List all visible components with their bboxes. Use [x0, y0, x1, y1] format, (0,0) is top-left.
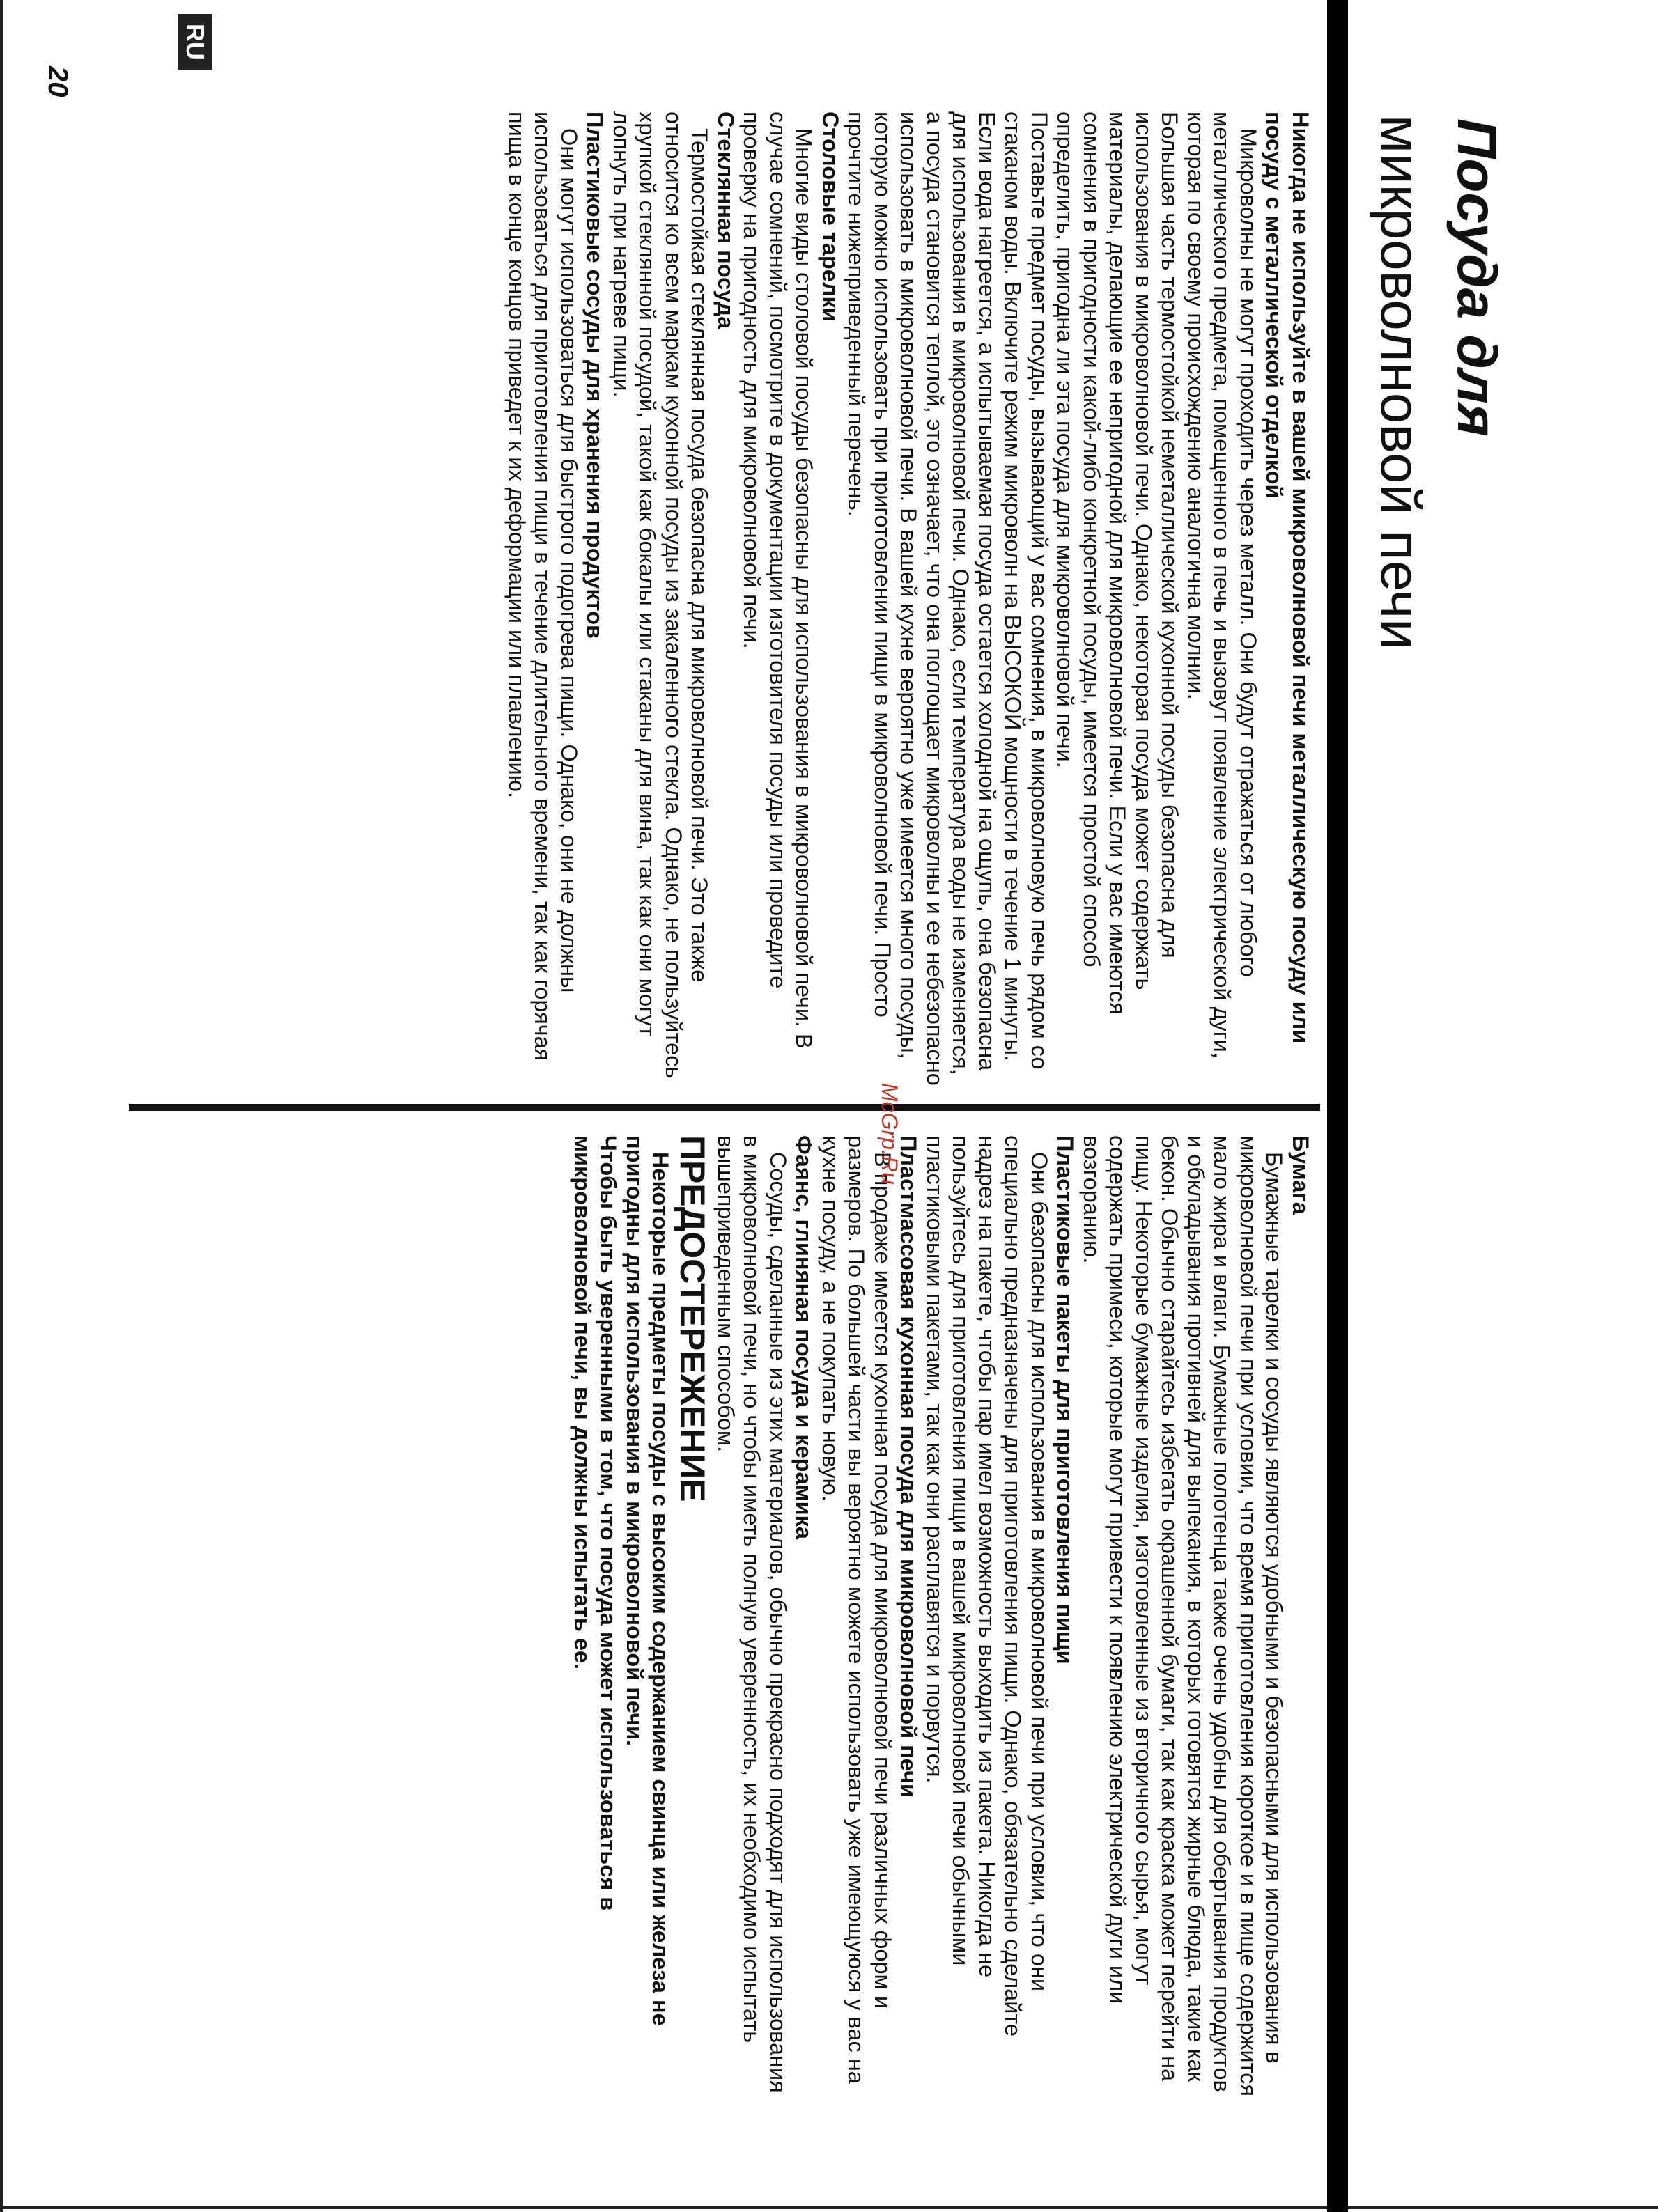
left-column: [504, 111, 1314, 1086]
plastic-cookware-heading: Пластмассовая кухонная посуда для микроволновой печи: [896, 1135, 922, 1798]
tableware-text: Многие виды столовой посуды безопасны для использования в микроволновой печи. В случае сомнений, посмотрите в документации изготовителя посуды или проведите проверку на пригодность для микроволновой печи.: [739, 111, 817, 1049]
ceramic-text: Сосуды, сделанные из этих материалов, обычно прекрасно подходят для использования в микроволновой печи, но чтобы иметь полную уверенность, их необходимо испытать вышеприведенным способом.: [713, 1135, 791, 2093]
page-number: 20: [42, 66, 73, 98]
right-column: [569, 1135, 1314, 2096]
metal-text: Микроволны не могут проходить через металл. Они будут отражаться от любого металлического предмета, помещенного в печь и вызовут появление электрической дуги, которая по своему происхождению аналогична молнии.: [1184, 111, 1261, 1059]
glass-heading: Стеклянная посуда: [713, 111, 738, 329]
paper-heading: Бумага: [1288, 1135, 1313, 1215]
cooking-bags-text: Они безопасны для использования в микроволновой печи при условии, что они специально предназначены для приготовления пищи. Однако, обязательно сделайте надрез на пакете, чтобы пар имел возможность выходить из пакета. Никогда не пользуйтесь для приготовления пищи в вашей микроволновой печи обычными пластиковыми пакетами, так как они расплавятся и порвутся.: [922, 1135, 1052, 2036]
paper-text: Бумажные тарелки и сосуды являются удобными и безопасными для использования в микроволновой печи при условии, что время приготовления короткое и в пище содержится мало жира и влаги. Бумажные полотенца также очень удобны для обертывания продуктов и обкладывания противней для выпекания, в которых готовятся жирные блюда, такие как бекон. Обычно старайтесь избегать окрашенной бумаги, так как краска может перейти на пищу. Некоторые бумажные изделия, изготовленные из вторичного сырья, могут содержать примеси, которые могут привести к появлению электрической дуги или возгоранию.: [1079, 1135, 1287, 2096]
plastic-storage-heading: Пластиковые сосуды для хранения продуктов: [582, 111, 608, 639]
watermark: McGrp.Ru: [877, 1083, 902, 1185]
warning-text-1: Некоторые предметы посуды с высоким содержанием свинца или железа не пригодны для использования в микроволновой печи.: [622, 1135, 674, 2026]
ceramic-heading: Фаянс, глиняная посуда и керамика: [791, 1135, 817, 1539]
language-badge: RU: [178, 14, 212, 70]
warning-heading: ПРЕДОСТЕРЕЖЕНИЕ: [673, 1135, 713, 1502]
warning-text-2: Чтобы быть уверенными в том, что посуда может использоваться в микроволновой печи, вы должны испытать ее.: [570, 1135, 621, 1911]
glass-text: Термостойкая стеклянная посуда безопасна для микроволновой печи. Это также относится ко всем маркам кухонной посуды из закаленного стекла. Однако, не пользуйтесь хрупкой стеклянной посудой, такой как бокалы или стаканы для вина, так как они могут лопнуть при нагреве пищи.: [609, 111, 713, 1079]
plastic-cookware-text: В продаже имеется кухонная посуда для микроволновой печи различных форм и размеров. По большей части вы вероятно можете использовать уже имеющуюся у вас на кухне посуду, а не покупать новую.: [818, 1135, 895, 2084]
metal-heading: Никогда не используйте в вашей микроволновой печи металлическую посуду или посуду с металлической отделкой: [1262, 111, 1313, 1044]
page-subtitle: микроволновой печи: [1370, 115, 1432, 650]
column-divider: [129, 1104, 1320, 1111]
tableware-heading: Столовые тарелки: [818, 111, 843, 322]
page-title: Посуда для: [1446, 118, 1508, 437]
thermo-text: Большая часть термостойкой неметаллической кухонной посуды безопасна для использования в микроволновой печи. Однако, некоторая посуда может содержать материалы, делающие ее непригодной для микроволновой печи. Если у вас имеются сомнения в пригодности какой-либо конкретной посуды, имеется простой способ определить, пригодна ли эта посуда для микроволновой печи.: [1053, 111, 1183, 1015]
cooking-bags-heading: Пластиковые пакеты для приготовления пищи: [1053, 1135, 1078, 1665]
test-text: Поставьте предмет посуды, вызывающий у вас сомнения, в микроволновую печь рядом со стаканом воды. Включите режим микроволн на ВЫСОКОЙ мощности в течение 1 минуты. Если вода нагреется, а испытываемая посуда остается холодной на ощупь, она безопасна для использования в микроволновой печи. Однако, если температура воды не изменяется, а посуда становится теплой, это означает, что она поглощает микроволны и ее небезопасно использовать в микроволновой печи. В вашей кухне вероятно уже имеется много посуды, которую можно использовать при приготовлении пищи в микроволновой печи. Просто прочтите нижеприведенный перечень.: [844, 111, 1052, 1086]
plastic-storage-text: Они могут использоваться для быстрого подогрева пищи. Однако, они не должны использоваться для приготовления пищи в течение длительного времени, так как горячая пища в конце концов приведет к их деформации или плавлению.: [504, 111, 582, 1061]
